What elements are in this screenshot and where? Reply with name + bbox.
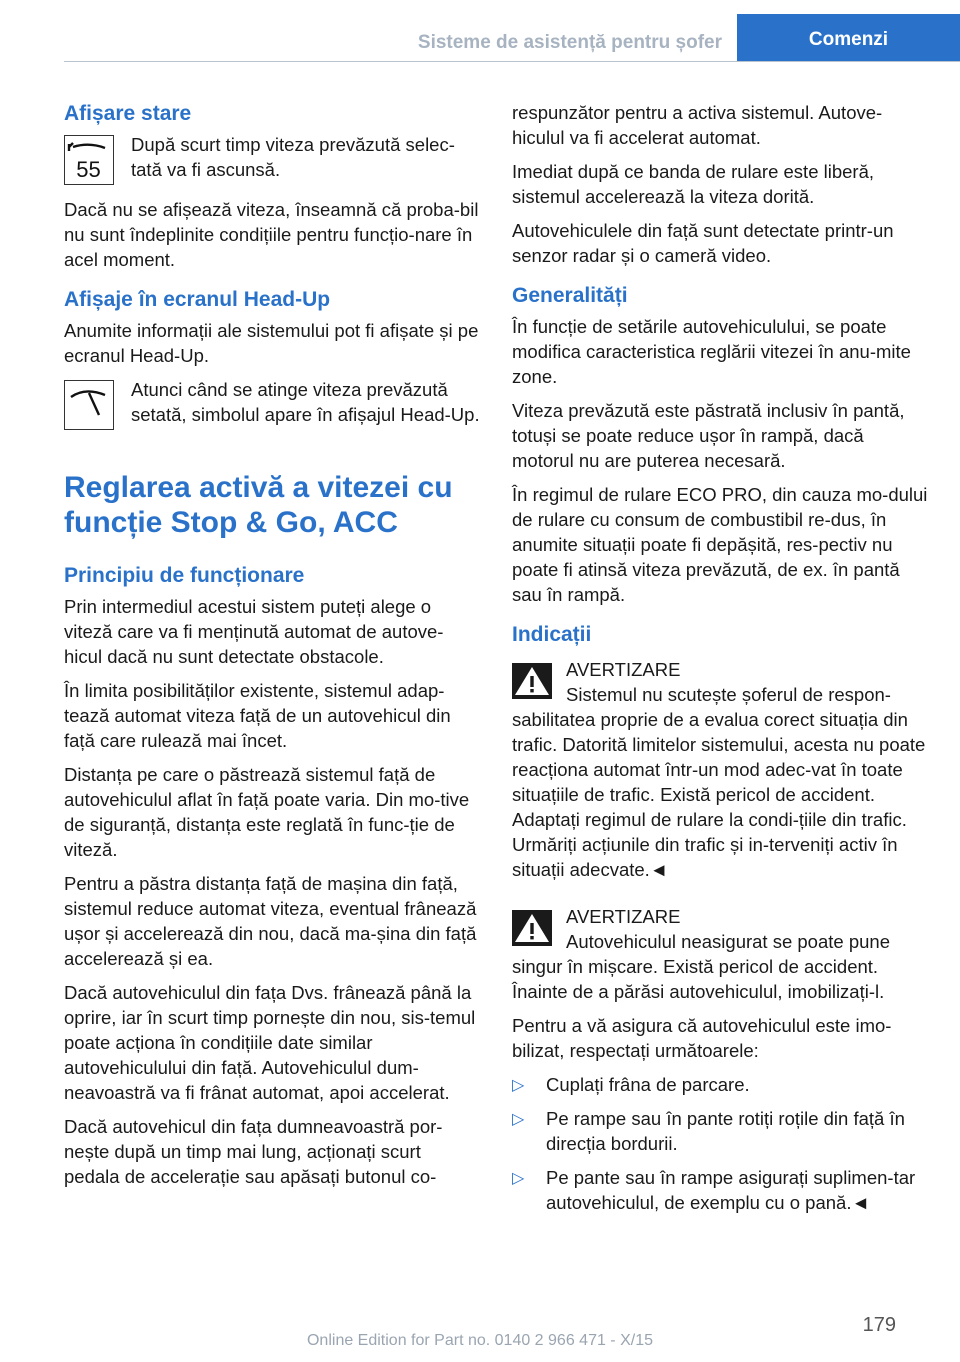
warning-title: AVERTIZARE <box>566 659 681 680</box>
paragraph: Pentru a păstra distanța față de mașina din față, sistemul reduce automat viteza, eventual frânează ușor și accelerează din nou, dacă ma-șina din față accelerează și ea. <box>64 873 477 969</box>
footer-edition: Online Edition for Part no. 0140 2 966 471 - X/15 <box>306 1332 653 1349</box>
warning-first-line: Sistemul nu scutește șoferul de respon- <box>566 684 891 705</box>
paragraph: Autovehiculele din față sunt detectate printr-un senzor radar și o cameră video. <box>512 220 894 266</box>
paragraph: Prin intermediul acestui sistem puteți alege o viteză care va fi menținută automat de autove-hicul dacă nu sunt detectate obstacole. <box>64 596 444 667</box>
warning-triangle-icon <box>512 910 552 946</box>
paragraph: În regimul de rulare ECO PRO, din cauza mo-dului de rulare cu consum de combustibil re-dus, în anumite situații poate fi depășită, res-pectiv nu poate fi atinsă viteza prevăzută, de ex. în pantă sau în rampă. <box>512 484 928 605</box>
header-divider <box>64 61 960 62</box>
left-column <box>64 100 480 1198</box>
paragraph: Viteza prevăzută este păstrată inclusiv în pantă, totuși se poate reduce ușor în rampă, dacă motorul nu are puterea necesară. <box>512 400 905 471</box>
paragraph: Imediat după ce banda de rulare este liberă, sistemul accelerează la viteza dorită. <box>512 161 875 207</box>
head-up-text: Atunci când se atinge viteza prevăzută setată, simbolul apare în afișajul Head-Up. <box>131 379 480 425</box>
right-column <box>512 100 928 1224</box>
speed-55-icon <box>64 135 114 185</box>
head-up-speed-icon <box>64 380 114 430</box>
list-item: ▷ Cuplați frâna de parcare. <box>512 1072 928 1097</box>
status-display-row <box>64 132 480 185</box>
heading-principiu: Principiu de funcționare <box>64 564 305 587</box>
head-up-row <box>64 377 480 430</box>
warning-title: AVERTIZARE <box>566 906 681 927</box>
precautions-list <box>512 1072 928 1215</box>
warning-text: singur în mișcare. Există pericol de accident. Înainte de a părăsi autovehiculul, imobilizați-l. <box>512 956 885 1002</box>
warning-block-1 <box>512 657 928 882</box>
speed-value-text: 55 <box>76 157 101 182</box>
heading-generalitati: Generalități <box>512 284 628 307</box>
heading-head-up: Afișaje în ecranul Head-Up <box>64 288 331 311</box>
heading-indicatii: Indicații <box>512 623 592 646</box>
section-title-acc: Reglarea activă a vitezei cu funcție Stop & Go, ACC <box>64 471 453 539</box>
warning-text: sabilitatea proprie de a evalua corect situația din trafic. Datorită limitelor sistemului, acesta nu poate reacționa automat într-un mod adec-vat în toate situațiile de trafic. Există pericol de accident. Adaptați regimul de rulare la condi-țiile din trafic. Urmăriți acțiunile din trafic și in-terveniți activ în situații adecvate.◄ <box>512 709 926 880</box>
paragraph: Dacă nu se afișează viteza, înseamnă că proba-bil nu sunt îndeplinite condițiile pentru funcțio-nare în acel moment. <box>64 199 479 270</box>
page-number: 179 <box>862 1314 896 1336</box>
status-display-text: După scurt timp viteza prevăzută selec-tată va fi ascunsă. <box>131 134 455 180</box>
warning-block-2 <box>512 904 928 1004</box>
paragraph: Anumite informații ale sistemului pot fi afișate și pe ecranul Head-Up. <box>64 320 479 366</box>
bullet-triangle-icon: ▷ <box>512 1170 525 1187</box>
paragraph: Dacă autovehiculul din fața Dvs. frânează până la oprire, iar în scurt timp pornește din nou, sis-temul poate acționa în condițiile date similar autovehiculului din față. Autovehiculul dum-neavoastră va fi frânat automat, apoi accelerat. <box>64 982 476 1103</box>
paragraph: Pentru a vă asigura că autovehiculul este imo-bilizat, respectați următoarele: <box>512 1015 892 1061</box>
heading-afisare-stare: Afișare stare <box>64 102 192 125</box>
warning-triangle-icon <box>512 663 552 699</box>
paragraph: În funcție de setările autovehiculului, se poate modifica caracteristica reglării vitezei în anu-mite zone. <box>512 316 911 387</box>
warning-first-line: Autovehiculul neasigurat se poate pune <box>566 931 890 952</box>
bullet-triangle-icon: ▷ <box>512 1077 525 1094</box>
list-item: ▷ Pe pante sau în rampe asigurați suplimen-tar autovehiculul, de exemplu cu o pană.◄ <box>512 1167 916 1213</box>
paragraph: În limita posibilităților existente, sistemul adap-tează automat viteza față de un autovehicul din față care rulează mai încet. <box>64 680 451 751</box>
bullet-triangle-icon: ▷ <box>512 1111 525 1128</box>
paragraph: Dacă autovehicul din fața dumneavoastră por-nește după un timp mai lung, acționați scurt pedala de accelerație sau apăsați butonul co- <box>64 1116 443 1187</box>
list-item: ▷ Pe rampe sau în pante rotiți roțile din față în direcția bordurii. <box>512 1108 905 1154</box>
header-section-title: Sisteme de asistență pentru șofer <box>417 32 722 53</box>
paragraph: respunzător pentru a activa sistemul. Autove-hiculul va fi accelerat automat. <box>512 102 883 148</box>
header-tab-comenzi[interactable]: Comenzi <box>737 14 960 62</box>
paragraph: Distanța pe care o păstrează sistemul față de autovehiculul aflat în față poate varia. Din mo-tive de siguranță, distanța este reglată în func-ție de viteză. <box>64 764 470 860</box>
